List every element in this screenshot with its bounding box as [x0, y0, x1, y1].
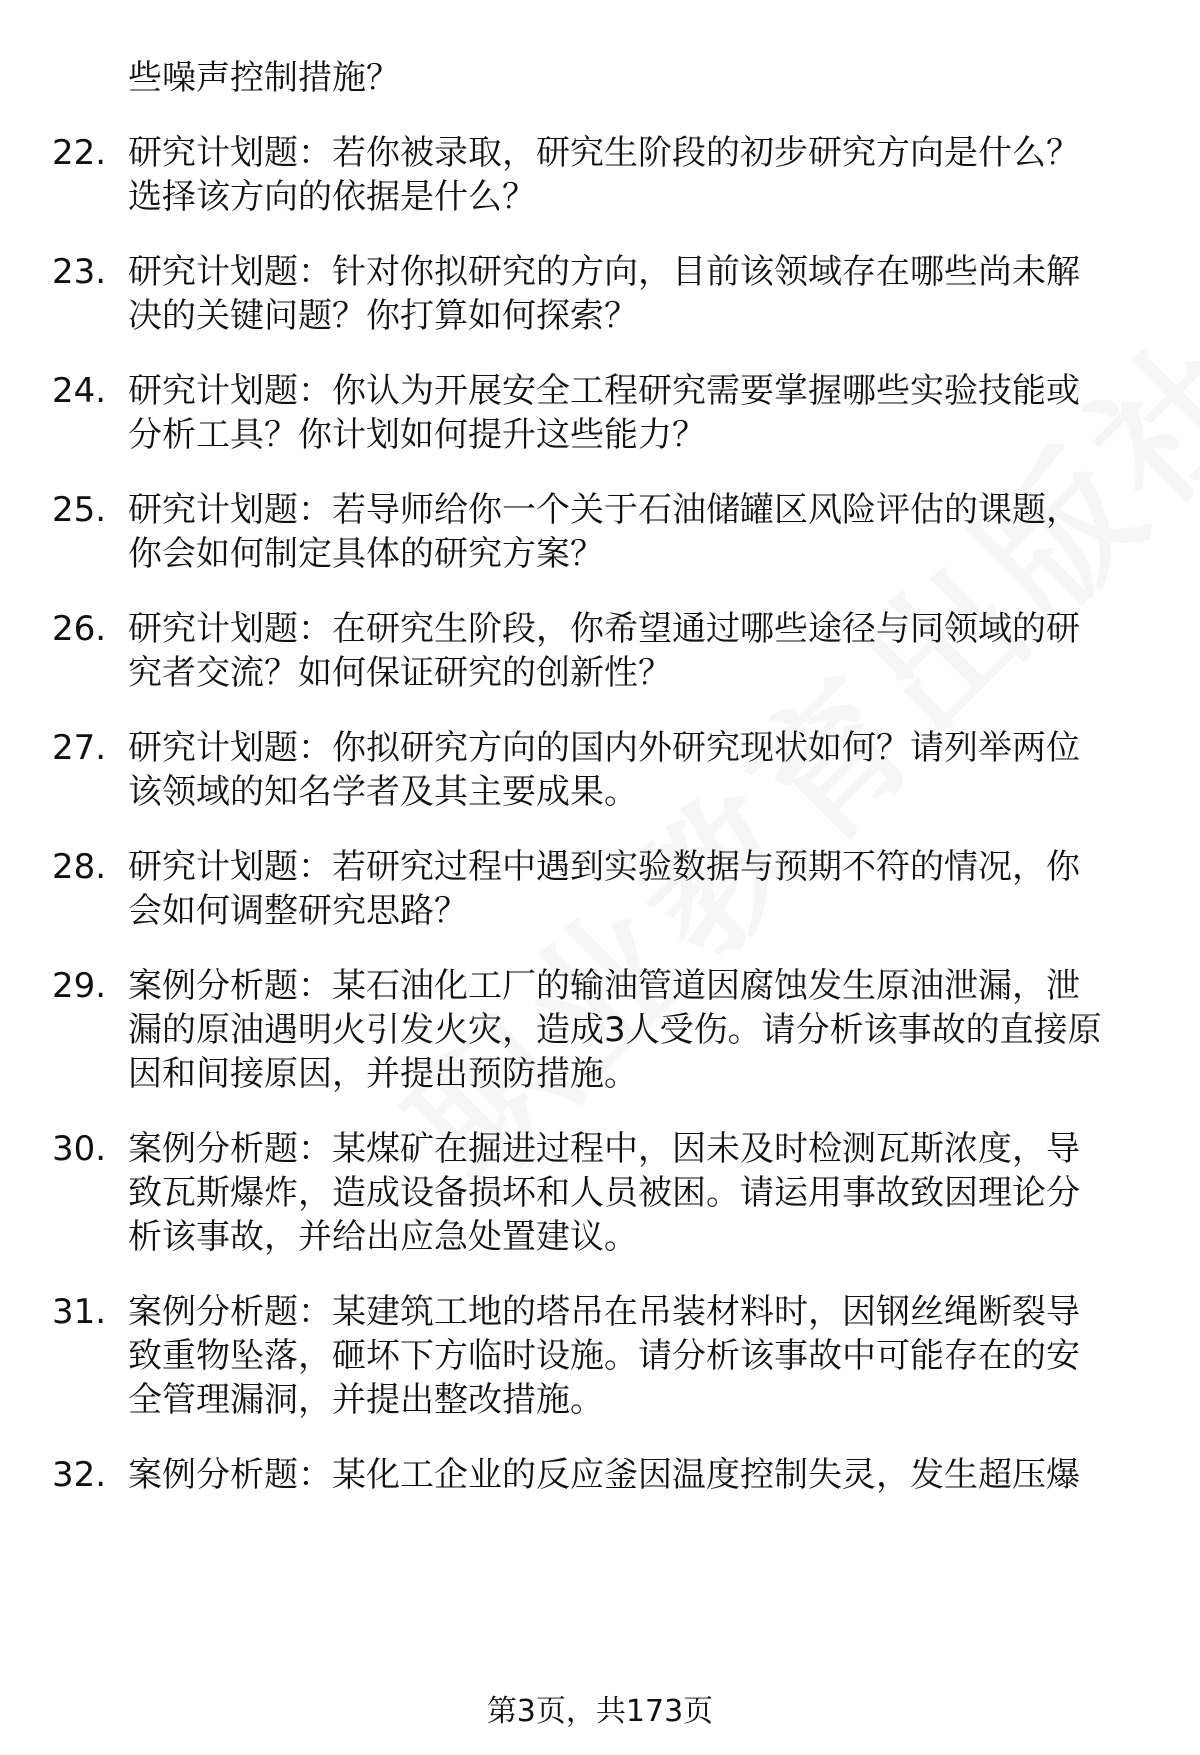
question-text-line: 案例分析题：某石油化工厂的输油管道因腐蚀发生原油泄漏，泄 [128, 966, 1080, 1006]
question-text-line: 研究计划题：你认为开展安全工程研究需要掌握哪些实验技能或 [128, 371, 1080, 411]
question-number: 25. [52, 490, 107, 530]
continued-text-line: 些噪声控制措施？ [128, 58, 400, 98]
question-text-line: 案例分析题：某化工企业的反应釜因温度控制失灵，发生超压爆 [128, 1455, 1080, 1495]
question-number: 23. [52, 252, 107, 292]
question-text-line: 选择该方向的依据是什么？ [128, 177, 536, 217]
question-number: 27. [52, 728, 107, 768]
question-text-line: 致重物坠落，砸坏下方临时设施。请分析该事故中可能存在的安 [128, 1336, 1080, 1376]
question-text-line: 研究计划题：若研究过程中遇到实验数据与预期不符的情况，你 [128, 847, 1080, 887]
question-text-line: 该领域的知名学者及其主要成果。 [128, 772, 638, 812]
question-text-line: 研究计划题：若你被录取，研究生阶段的初步研究方向是什么？ [128, 133, 1080, 173]
page-number-footer: 第3页，共173页 [486, 1694, 714, 1729]
question-number: 26. [52, 609, 107, 649]
question-number: 30. [52, 1129, 107, 1169]
question-text-line: 你会如何制定具体的研究方案？ [128, 534, 604, 574]
question-number: 22. [52, 133, 107, 173]
question-text-line: 漏的原油遇明火引发火灾，造成3人受伤。请分析该事故的直接原 [128, 1010, 1102, 1050]
question-text-line: 析该事故，并给出应急处置建议。 [128, 1217, 638, 1257]
question-number: 29. [52, 966, 107, 1006]
question-text-line: 因和间接原因，并提出预防措施。 [128, 1054, 638, 1094]
question-text-line: 分析工具？你计划如何提升这些能力？ [128, 415, 706, 455]
question-text-line: 全管理漏洞，并提出整改措施。 [128, 1380, 604, 1420]
question-text-line: 究者交流？如何保证研究的创新性？ [128, 653, 672, 693]
question-text-line: 研究计划题：针对你拟研究的方向，目前该领域存在哪些尚未解 [128, 252, 1080, 292]
question-number: 32. [52, 1455, 107, 1495]
question-text-line: 研究计划题：若导师给你一个关于石油储罐区风险评估的课题， [128, 490, 1080, 530]
question-number: 24. [52, 371, 107, 411]
question-text-line: 致瓦斯爆炸，造成设备损坏和人员被困。请运用事故致因理论分 [128, 1173, 1080, 1213]
question-text-line: 案例分析题：某建筑工地的塔吊在吊装材料时，因钢丝绳断裂导 [128, 1292, 1080, 1332]
question-text-line: 研究计划题：在研究生阶段，你希望通过哪些途径与同领域的研 [128, 609, 1080, 649]
question-text-line: 决的关键问题？你打算如何探索？ [128, 296, 638, 336]
question-text-line: 案例分析题：某煤矿在掘进过程中，因未及时检测瓦斯浓度，导 [128, 1129, 1080, 1169]
question-text-line: 会如何调整研究思路？ [128, 891, 468, 931]
question-text-line: 研究计划题：你拟研究方向的国内外研究现状如何？请列举两位 [128, 728, 1080, 768]
question-number: 31. [52, 1292, 107, 1332]
question-number: 28. [52, 847, 107, 887]
